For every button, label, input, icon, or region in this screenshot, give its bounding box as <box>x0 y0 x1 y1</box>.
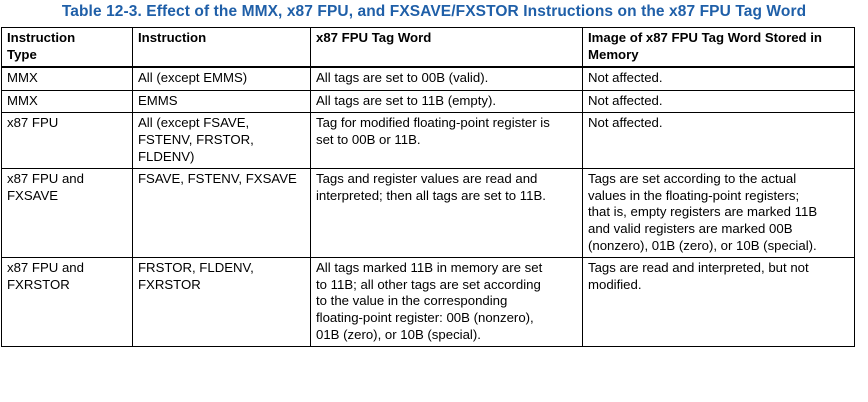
cell-type: x87 FPU and FXSAVE <box>2 169 133 258</box>
cell-instruction: FRSTOR, FLDENV, FXRSTOR <box>133 258 311 347</box>
header-tag-word: x87 FPU Tag Word <box>311 28 583 68</box>
table-row <box>2 67 855 90</box>
cell-type: x87 FPU <box>2 113 133 169</box>
cell-image: Tags are set according to the actual values in the floating-point registers; that is, empty registers are marked 11B and valid registers are marked 00B (nonzero), 01B (zero), or 10B (special). <box>583 169 855 258</box>
cell-type: x87 FPU and FXRSTOR <box>2 258 133 347</box>
cell-instruction: All (except FSAVE, FSTENV, FRSTOR, FLDENV) <box>133 113 311 169</box>
table-row <box>2 113 855 169</box>
table-row <box>2 90 855 113</box>
header-instruction: Instruction <box>133 28 311 68</box>
table-header-row <box>2 28 855 68</box>
cell-instruction: EMMS <box>133 90 311 113</box>
cell-tag-word: All tags are set to 11B (empty). <box>311 90 583 113</box>
cell-image: Not affected. <box>583 67 855 90</box>
cell-type: MMX <box>2 67 133 90</box>
table-row <box>2 169 855 258</box>
header-instruction-type: Instruction Type <box>2 28 133 68</box>
table-caption: Table 12-3. Effect of the MMX, x87 FPU, and FXSAVE/FXSTOR Instructions on the x87 FPU Tag Word <box>61 3 807 20</box>
cell-tag-word: All tags are set to 00B (valid). <box>311 67 583 90</box>
cell-tag-word: Tag for modified floating-point register is set to 00B or 11B. <box>311 113 583 169</box>
cell-instruction: FSAVE, FSTENV, FXSAVE <box>133 169 311 258</box>
cell-image: Tags are read and interpreted, but not modified. <box>583 258 855 347</box>
table-row <box>2 258 855 347</box>
tag-word-table <box>1 27 855 347</box>
cell-type: MMX <box>2 90 133 113</box>
header-image-in-memory: Image of x87 FPU Tag Word Stored in Memory <box>583 28 855 68</box>
cell-tag-word: All tags marked 11B in memory are set to 11B; all other tags are set according to the value in the corresponding floating-point register: 00B (nonzero), 01B (zero), or 10B (special). <box>311 258 583 347</box>
cell-tag-word: Tags and register values are read and interpreted; then all tags are set to 11B. <box>311 169 583 258</box>
cell-image: Not affected. <box>583 90 855 113</box>
cell-image: Not affected. <box>583 113 855 169</box>
cell-instruction: All (except EMMS) <box>133 67 311 90</box>
